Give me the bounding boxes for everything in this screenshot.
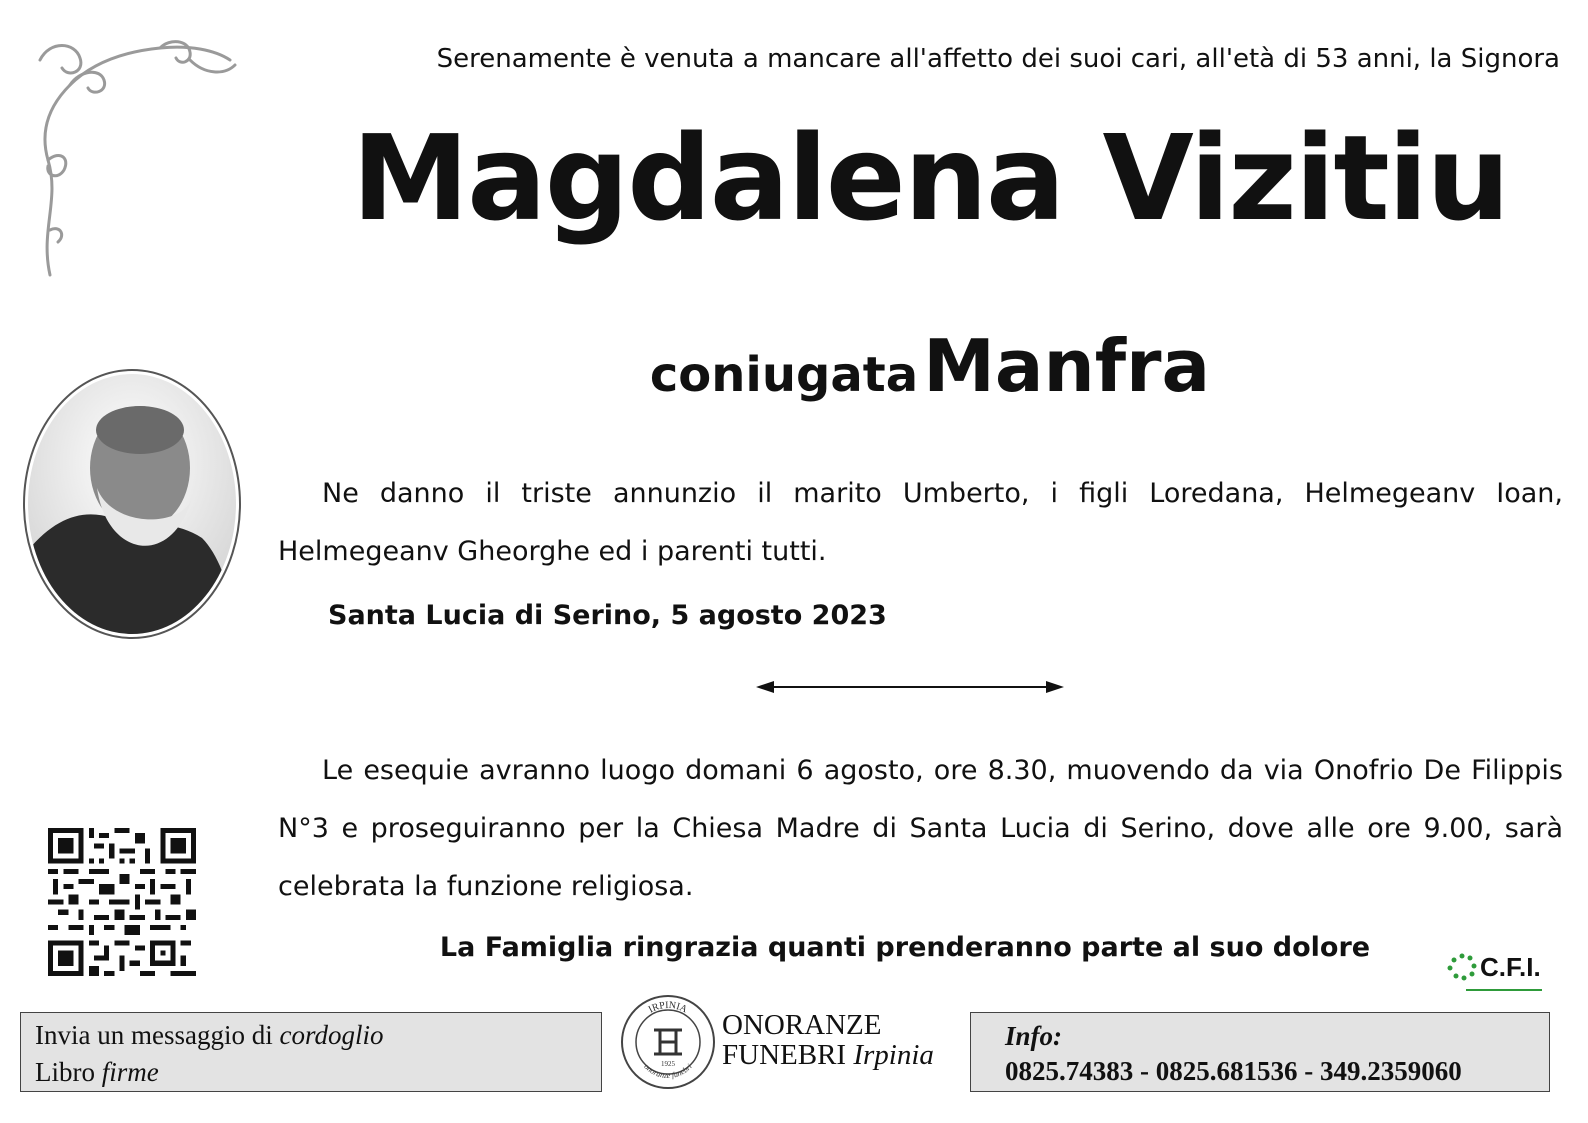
seal-year: 1925	[661, 1060, 675, 1068]
deceased-name: Magdalena Vizitiu	[351, 109, 1509, 247]
cfi-logo-text: C.F.I.	[1480, 952, 1541, 982]
cfi-logo	[1444, 946, 1544, 998]
phone-numbers[interactable]: 0825.74383 - 0825.681536 - 349.2359060	[1005, 1056, 1462, 1086]
announcement-text: Ne danno il triste annunzio il marito Umberto, i figli Loredana, Helmegeanv Ioan, Helmegeanv Gheorghe ed i parenti tutti.	[278, 478, 1563, 567]
corner-ornament	[30, 30, 240, 285]
logo-line1: ONORANZE	[722, 1009, 882, 1041]
family-thanks: La Famiglia ringrazia quanti prenderanno parte al suo dolore	[439, 932, 1371, 963]
message-italic: cordoglio	[279, 1020, 384, 1050]
funeral-home-name	[722, 1010, 934, 1070]
logo-line2-b: Irpinia	[853, 1039, 934, 1071]
seal-bottom-text: onoranze funebri	[642, 1062, 694, 1081]
seal-top-text: IRPINIA	[646, 999, 689, 1016]
condolence-box[interactable]	[20, 1012, 602, 1092]
logo-line2	[722, 1040, 934, 1070]
funeral-details: Le esequie avranno luogo domani 6 agosto, ore 8.30, muovendo da via Onofrio De Filippis N°3 e proseguiranno per la Chiesa Madre di Santa Lucia di Serino, dove alle ore 9.00, sarà celebrata la funzione religiosa.	[278, 755, 1563, 902]
guestbook-link[interactable]	[35, 1054, 587, 1091]
info-box	[970, 1012, 1550, 1092]
double-arrow-divider	[756, 676, 1064, 698]
logo-line2-a: FUNEBRI	[722, 1039, 854, 1071]
portrait-photo	[22, 368, 242, 640]
place-date: Santa Lucia di Serino, 5 agosto 2023	[328, 600, 887, 631]
intro-text: Serenamente è venuta a mancare all'affetto dei suoi cari, all'età di 53 anni, la Signora	[436, 44, 1560, 74]
info-label: Info:	[1005, 1021, 1063, 1051]
married-name-line	[300, 324, 1560, 408]
condolence-message-link[interactable]	[35, 1017, 587, 1054]
qr-code[interactable]	[48, 828, 196, 976]
married-prefix: coniugata	[649, 347, 919, 403]
book-prefix: Libro	[35, 1057, 102, 1087]
book-italic: firme	[101, 1057, 159, 1087]
message-prefix: Invia un messaggio di	[35, 1020, 280, 1050]
funeral-home-seal-icon	[620, 994, 716, 1090]
married-surname: Manfra	[923, 324, 1211, 408]
